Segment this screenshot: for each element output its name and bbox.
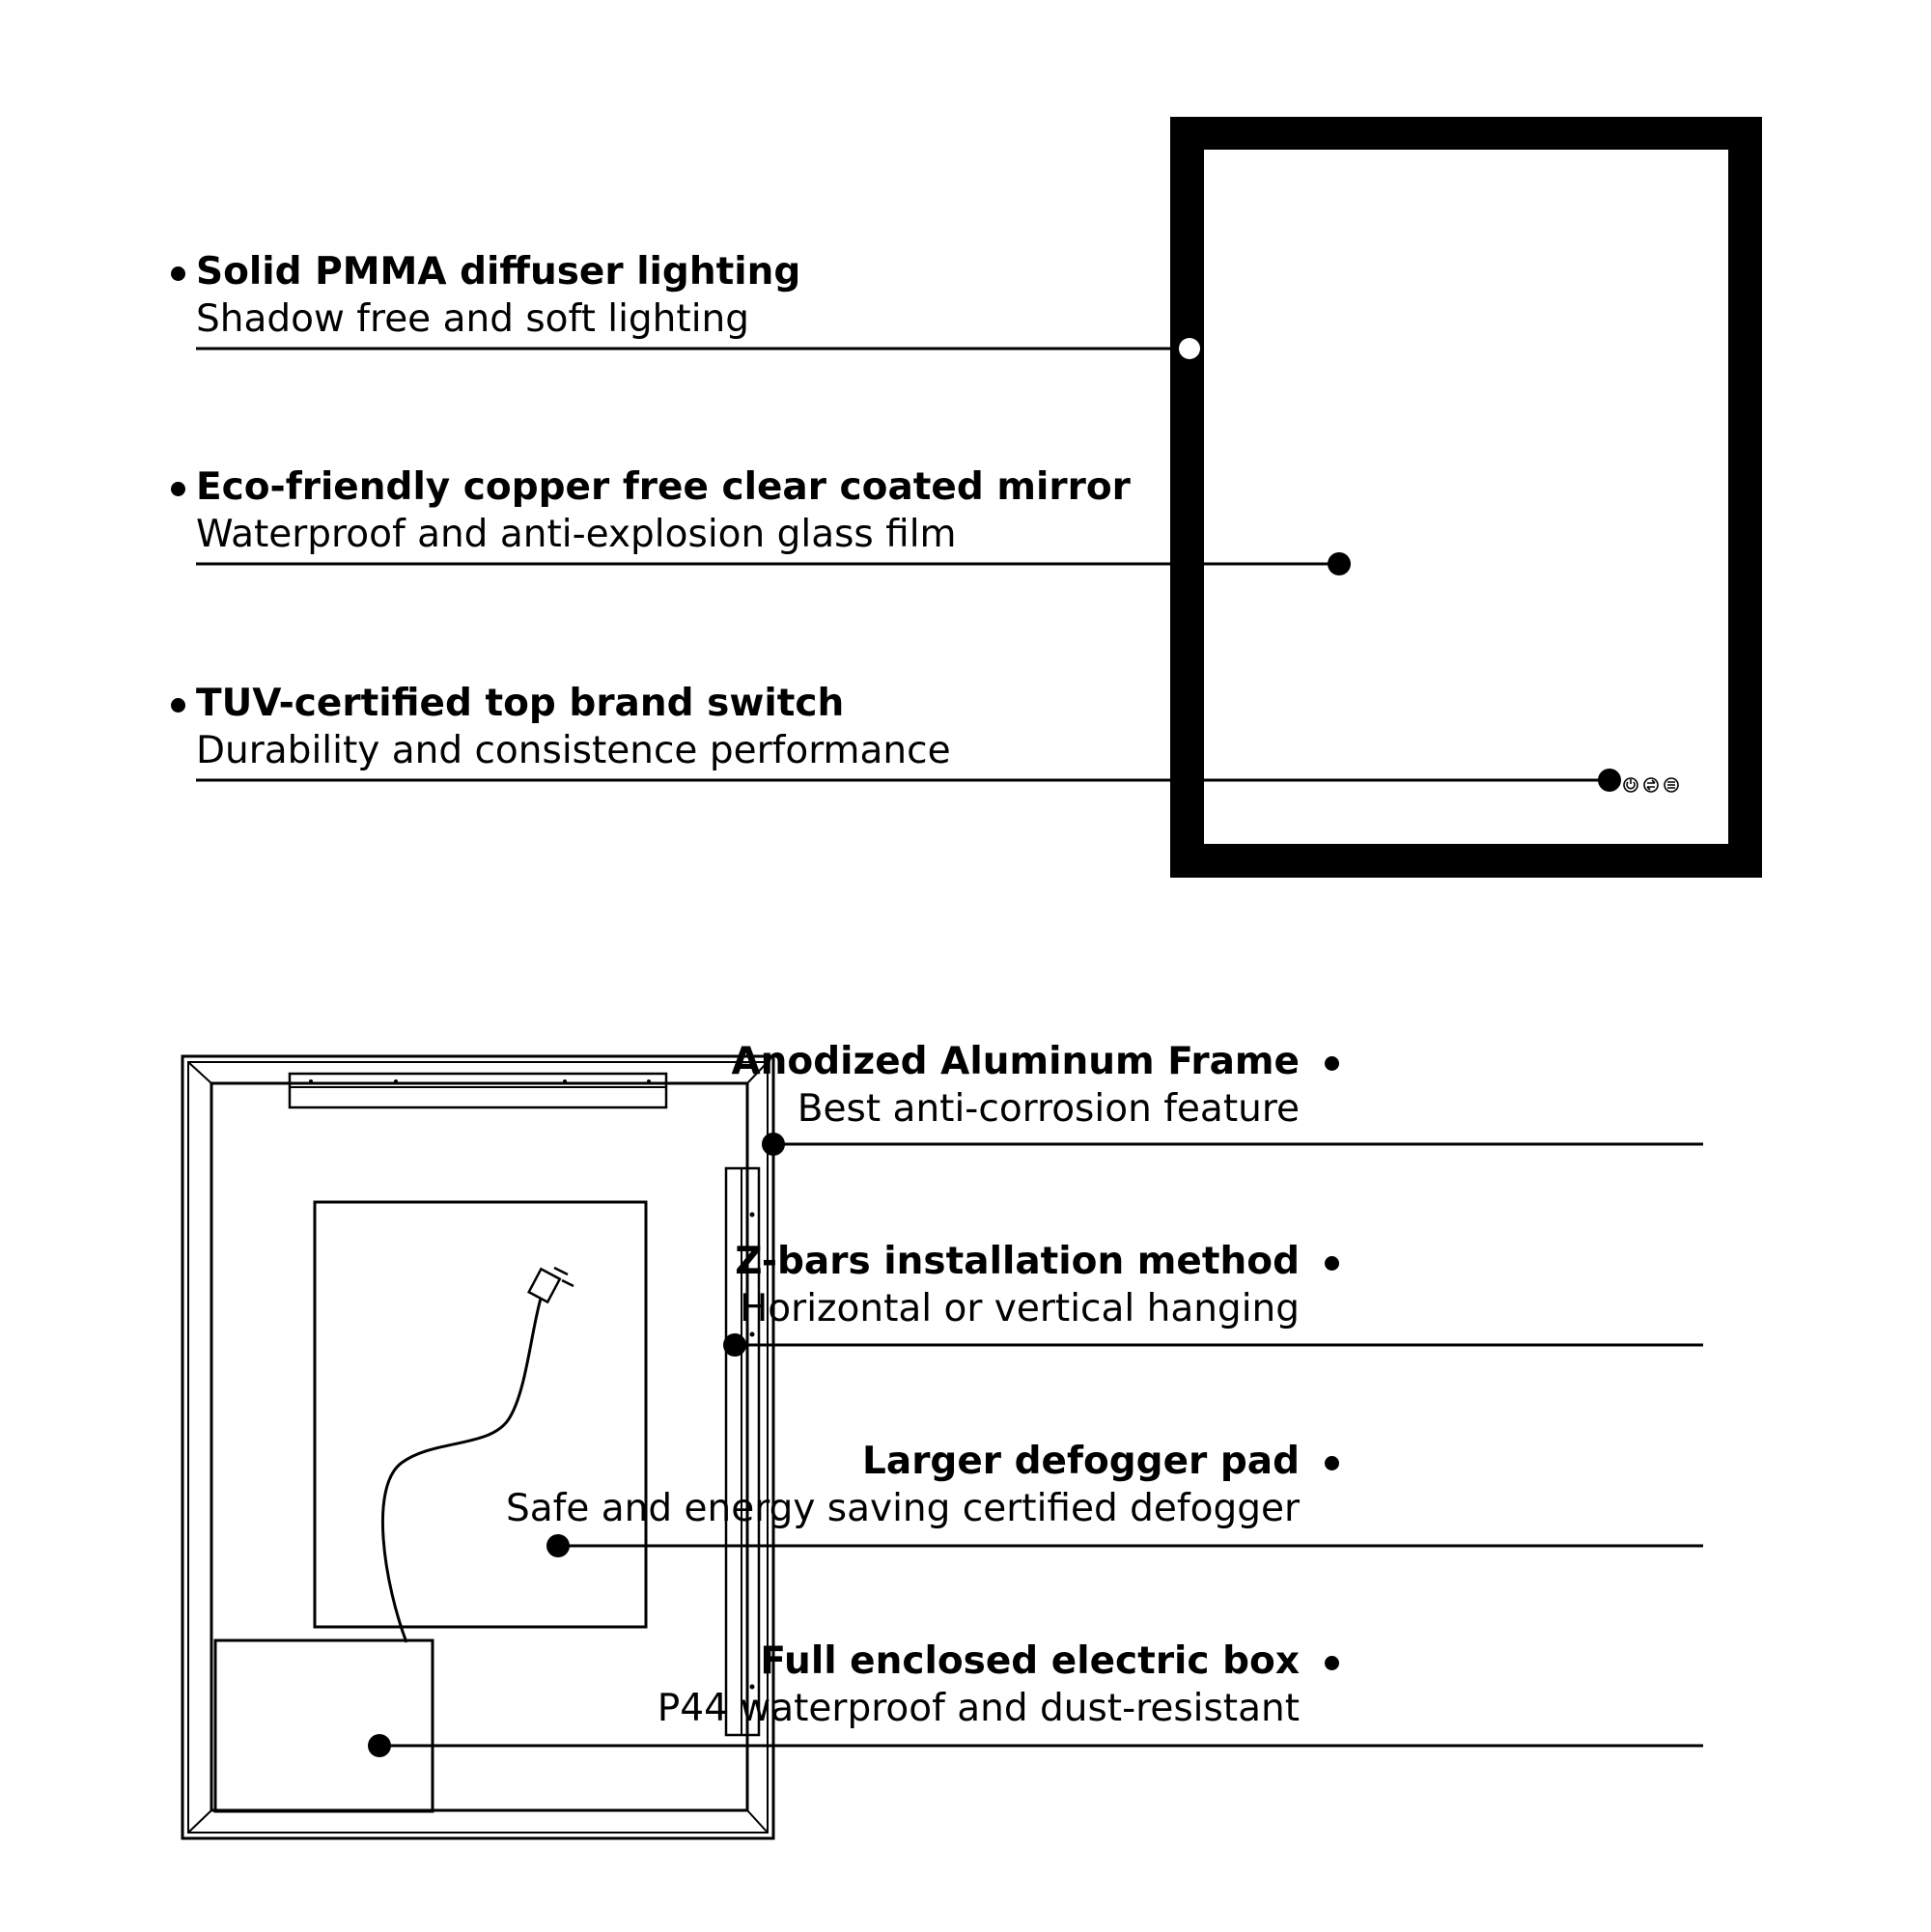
feature-switch <box>196 681 951 775</box>
callout-dot-defogger <box>546 1534 570 1557</box>
feature-subtitle: Shadow free and soft lighting <box>196 297 750 341</box>
feature-frame <box>731 1039 1300 1134</box>
bullet-icon <box>171 266 185 281</box>
callout-dot-switch <box>1598 769 1621 792</box>
back-mirror-screws <box>309 1079 755 1690</box>
feature-title: Larger defogger pad <box>862 1440 1300 1483</box>
feature-title: Full enclosed electric box <box>760 1639 1300 1683</box>
feature-subtitle: Waterproof and anti-explosion glass film <box>196 513 957 556</box>
callout-dot-zbar <box>723 1333 746 1357</box>
swap-icon <box>1644 778 1658 792</box>
callout-dot-mirror <box>1328 552 1351 575</box>
bullet-icon <box>1325 1656 1339 1670</box>
defogger-pad <box>315 1202 646 1627</box>
feature-title: Eco-friendly copper free clear coated mirror <box>196 465 1131 509</box>
power-icon <box>1624 778 1637 792</box>
callout-dot-lighting <box>1179 338 1200 359</box>
feature-zbar <box>735 1239 1300 1333</box>
feature-title: Solid PMMA diffuser lighting <box>196 250 801 294</box>
feature-subtitle: Horizontal or vertical hanging <box>739 1287 1300 1330</box>
menu-icon <box>1665 778 1678 792</box>
top-bracket <box>290 1074 666 1107</box>
callout-dot-electric-box <box>368 1734 391 1757</box>
feature-electric-box <box>658 1638 1300 1733</box>
bullet-icon <box>1325 1056 1339 1071</box>
bullet-icon <box>1325 1256 1339 1271</box>
feature-subtitle: Safe and energy saving certified defogger <box>505 1487 1300 1530</box>
callout-dot-frame <box>762 1133 785 1156</box>
feature-mirror <box>196 464 1131 559</box>
bullet-icon <box>171 698 185 713</box>
bullet-icon <box>171 482 185 496</box>
feature-defogger <box>506 1439 1300 1533</box>
feature-title: Z-bars installation method <box>735 1240 1300 1283</box>
front-mirror-frame <box>1170 117 1762 878</box>
feature-subtitle: Best anti-corrosion feature <box>797 1087 1300 1131</box>
feature-title: TUV-certified top brand switch <box>196 682 845 725</box>
feature-title: Anodized Aluminum Frame <box>731 1040 1300 1083</box>
plug-icon <box>529 1268 574 1302</box>
electric-box <box>215 1640 433 1811</box>
bullet-icon <box>1325 1456 1339 1470</box>
feature-lighting <box>196 249 800 344</box>
feature-subtitle: P44 waterproof and dust-resistant <box>657 1687 1300 1730</box>
feature-subtitle: Durability and consistence performance <box>196 729 951 772</box>
